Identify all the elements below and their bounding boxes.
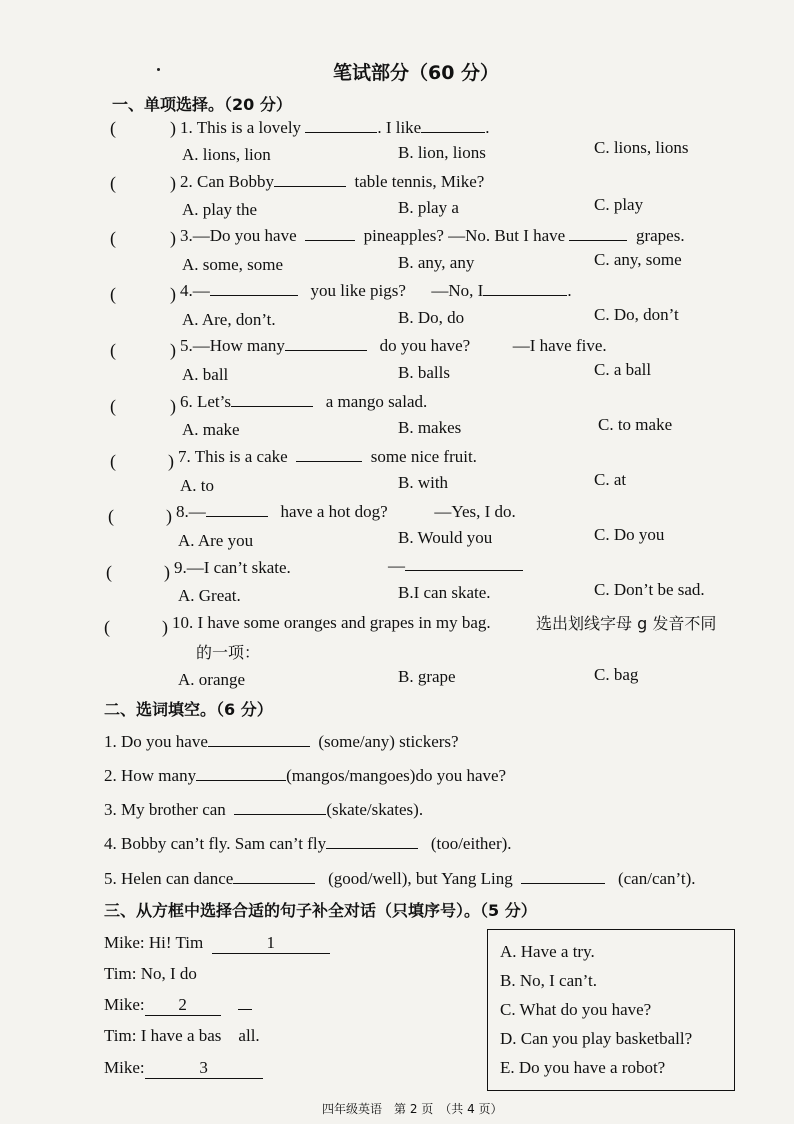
- answer-paren-close: ): [170, 396, 176, 416]
- dialog-line-5: Mike: 3: [104, 1058, 263, 1079]
- answer-paren-open[interactable]: (: [110, 396, 116, 416]
- dialog-line-3: Mike: 2: [104, 995, 252, 1016]
- option-c: C. Do you: [594, 525, 665, 544]
- answer-paren-open[interactable]: (: [110, 118, 116, 138]
- option-b: B. play a: [398, 198, 459, 217]
- question-text: 1. This is a lovely . I like .: [180, 118, 490, 137]
- answer-paren-open[interactable]: (: [110, 173, 116, 193]
- fill-blank[interactable]: [296, 447, 362, 462]
- answer-paren-close: ): [168, 451, 174, 471]
- dialog-line-4: Tim: I have a bas all.: [104, 1026, 260, 1045]
- option-b: B. lion, lions: [398, 143, 486, 162]
- option-a: A. lions, lion: [182, 145, 271, 164]
- fill-item-2: 2. How many (mangos/mangoes)do you have?: [104, 766, 507, 785]
- option-b: B. Do, do: [398, 308, 465, 327]
- fill-blank[interactable]: [231, 392, 313, 407]
- question-text: 3.—Do you have pineapples? —No. But I have grapes.: [180, 226, 685, 245]
- question-text: 6. Let’s a mango salad.: [180, 392, 428, 411]
- answer-paren-close: ): [170, 284, 176, 304]
- box-option-c: C. What do you have?: [500, 1000, 652, 1019]
- fill-blank[interactable]: [208, 732, 310, 747]
- question-text: 8.— have a hot dog? —Yes, I do.: [176, 502, 516, 521]
- option-b: B. balls: [398, 363, 450, 382]
- box-option-b: B. No, I can’t.: [500, 971, 597, 990]
- fill-blank[interactable]: [285, 336, 367, 351]
- answer-paren-open[interactable]: (: [110, 284, 116, 304]
- fill-blank[interactable]: [326, 834, 418, 849]
- fill-item-4: 4. Bobby can’t fly. Sam can’t fly (too/either).: [104, 834, 512, 853]
- fill-blank: [238, 995, 252, 1010]
- option-c: C. play: [594, 195, 644, 214]
- answer-paren-close: ): [166, 506, 172, 526]
- fill-blank[interactable]: [210, 281, 298, 296]
- option-b: B. Would you: [398, 528, 493, 547]
- dialog-line-2: Tim: No, I do: [104, 964, 197, 983]
- answer-paren-open[interactable]: (: [110, 451, 116, 471]
- question-text: 5.—How many do you have? —I have five.: [180, 336, 607, 355]
- option-a: A. Great.: [178, 586, 241, 605]
- question-text: 2. Can Bobby table tennis, Mike?: [180, 172, 485, 191]
- box-option-a: A. Have a try.: [500, 942, 595, 961]
- dialog-line-1: Mike: Hi! Tim 1: [104, 933, 330, 954]
- section-1-heading: 一、单项选择。（20 分）: [112, 95, 292, 114]
- stray-mark: [157, 68, 160, 71]
- option-a: A. to: [180, 476, 214, 495]
- page-footer: 四年级英语 第 2 页 （共 4 页）: [322, 1102, 503, 1116]
- answer-paren-close: ): [170, 228, 176, 248]
- box-option-d: D. Can you play basketball?: [500, 1029, 693, 1048]
- dialog-answer[interactable]: 2: [145, 995, 221, 1016]
- question-instruction: 选出划线字母 g 发音不同: [536, 614, 717, 633]
- option-a: A. some, some: [182, 255, 284, 274]
- answer-paren-close: ): [170, 118, 176, 138]
- answer-paren-close: ): [164, 562, 170, 582]
- fill-item-3: 3. My brother can (skate/skates).: [104, 800, 424, 819]
- option-c: C. lions, lions: [594, 138, 689, 157]
- fill-blank[interactable]: [521, 869, 605, 884]
- option-b: B.I can skate.: [398, 583, 491, 602]
- answer-paren-open[interactable]: (: [110, 228, 116, 248]
- option-c: C. to make: [598, 415, 673, 434]
- option-b: B. grape: [398, 667, 456, 686]
- option-c: C. Don’t be sad.: [594, 580, 705, 599]
- dialog-answer[interactable]: 1: [212, 933, 330, 954]
- question-text: 9.—I can’t skate.: [174, 558, 291, 577]
- options-box: [487, 929, 735, 1091]
- option-a: A. ball: [182, 365, 229, 384]
- fill-blank[interactable]: [274, 172, 346, 187]
- fill-blank[interactable]: [233, 869, 315, 884]
- option-b: B. any, any: [398, 253, 475, 272]
- question-text: 7. This is a cake some nice fruit.: [178, 447, 477, 466]
- option-b: B. with: [398, 473, 449, 492]
- answer-paren-close: ): [170, 173, 176, 193]
- fill-blank[interactable]: [196, 766, 286, 781]
- option-a: A. Are, don’t.: [182, 310, 276, 329]
- question-text: 10. I have some oranges and grapes in my bag.: [172, 613, 491, 632]
- box-option-e: E. Do you have a robot?: [500, 1058, 666, 1077]
- fill-blank[interactable]: [405, 556, 523, 571]
- answer-paren-close: ): [170, 340, 176, 360]
- fill-blank[interactable]: [305, 118, 377, 133]
- option-c: C. Do, don’t: [594, 305, 679, 324]
- option-c: C. a ball: [594, 360, 652, 379]
- fill-blank[interactable]: [483, 281, 567, 296]
- option-a: A. make: [182, 420, 240, 439]
- option-b: B. makes: [398, 418, 462, 437]
- option-a: A. play the: [182, 200, 258, 219]
- fill-blank[interactable]: [421, 118, 485, 133]
- fill-blank[interactable]: [206, 502, 268, 517]
- section-2-heading: 二、选词填空。（6 分）: [104, 700, 273, 719]
- fill-blank[interactable]: [234, 800, 326, 815]
- page-title: 笔试部分（60 分）: [333, 62, 500, 84]
- option-c: C. bag: [594, 665, 639, 684]
- answer-paren-close: ): [162, 617, 168, 637]
- fill-blank[interactable]: [569, 226, 627, 241]
- fill-item-1: 1. Do you have (some/any) stickers?: [104, 732, 459, 751]
- fill-item-5: 5. Helen can dance (good/well), but Yang Ling (can/can’t).: [104, 869, 696, 888]
- answer-paren-open[interactable]: (: [106, 562, 112, 582]
- option-a: A. orange: [178, 670, 246, 689]
- answer-paren-open[interactable]: (: [108, 506, 114, 526]
- question-instruction-cont: 的一项：: [196, 643, 261, 662]
- option-a: A. Are you: [178, 531, 254, 550]
- answer-paren-open[interactable]: (: [110, 340, 116, 360]
- option-c: C. at: [594, 470, 627, 489]
- dialog-answer[interactable]: 3: [145, 1058, 263, 1079]
- section-3-heading: 三、从方框中选择合适的句子补全对话（只填序号）。（5 分）: [104, 901, 537, 920]
- question-text: 4.— you like pigs? —No, I .: [180, 281, 572, 300]
- answer-paren-open[interactable]: (: [104, 617, 110, 637]
- question-reply: —: [388, 556, 523, 576]
- option-c: C. any, some: [594, 250, 682, 269]
- fill-blank[interactable]: [305, 226, 355, 241]
